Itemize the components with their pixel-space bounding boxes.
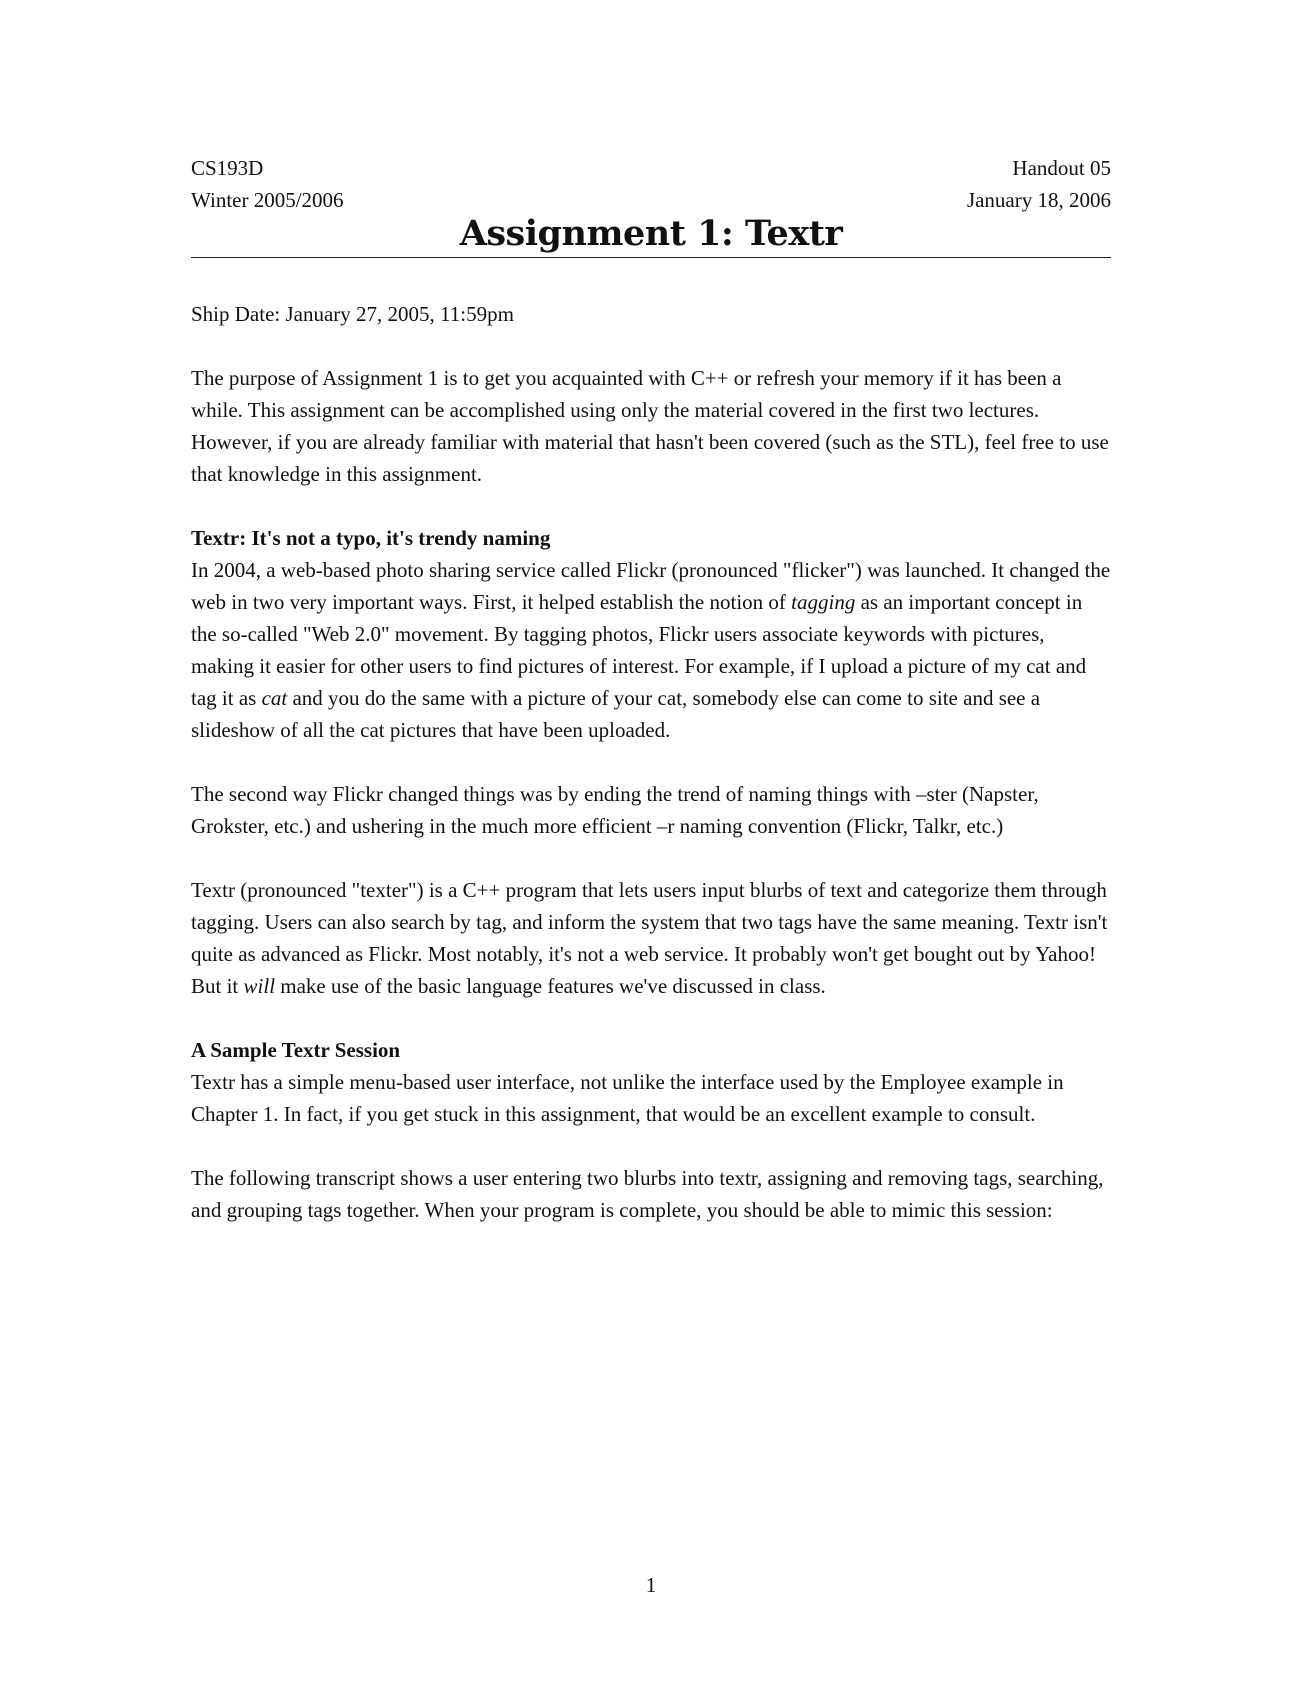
document-body <box>191 298 1111 1226</box>
intro-paragraph: The purpose of Assignment 1 is to get you acquainted with C++ or refresh your memory if it has been a while. This assignment can be accomplished using only the material covered in the first two lectures. However, if you are already familiar with material that hasn't been covered (such as the STL), feel free to use that knowledge in this assignment. <box>191 366 1109 486</box>
title-rule <box>191 257 1111 258</box>
section1-p3-part-a: Textr (pronounced "texter") is a C++ program that lets users input blurbs of text and categorize them through tagging. Users can also search by tag, and inform the system that two tags have the same meaning. Textr isn't quite as advanced as Flickr. Most notably, it's not a web service. It probably won't get bought out by Yahoo! But it <box>191 878 1108 998</box>
section2-paragraph2: The following transcript shows a user entering two blurbs into textr, assigning and removing tags, searching, and grouping tags together. When your program is complete, you should be able to mimic this session: <box>191 1166 1104 1222</box>
document-header <box>191 152 1111 262</box>
section1-paragraph2: The second way Flickr changed things was by ending the trend of naming things with –ster (Napster, Grokster, etc.) and ushering in the much more efficient –r naming convention (Flickr, Talkr, etc.) <box>191 782 1039 838</box>
section2-p1-text: Textr has a simple menu-based user interface, not unlike the interface used by the Employee example in Chapter 1. In fact, if you get stuck in this assignment, that would be an excellent example to consult. <box>191 1070 1064 1126</box>
ship-date: Ship Date: January 27, 2005, 11:59pm <box>191 302 514 326</box>
section2-paragraph1 <box>191 1034 1111 1130</box>
section1-p1-part-a: In 2004, a web-based photo sharing service called Flickr (pronounced "flicker") was launched. It changed the web in two very important ways. First, it helped establish the notion of <box>191 558 1111 614</box>
header-right <box>967 152 1111 216</box>
section1-p1-part-c: and you do the same with a picture of your cat, somebody else can come to site and see a slideshow of all the cat pictures that have been uploaded. <box>191 686 1041 742</box>
term: Winter 2005/2006 <box>191 188 344 212</box>
handout-date: January 18, 2006 <box>966 188 1111 212</box>
cat-emphasis: cat <box>261 686 288 710</box>
section1-heading: Textr: It's not a typo, it's trendy naming <box>191 526 551 550</box>
section1-paragraph3 <box>191 874 1111 1002</box>
section2-heading: A Sample Textr Session <box>191 1038 401 1062</box>
header-left <box>191 152 344 216</box>
tagging-emphasis: tagging <box>791 590 856 614</box>
handout-number: Handout 05 <box>1012 156 1111 180</box>
section1-p1-part-b: as an important concept in the so-called "Web 2.0" movement. By tagging photos, Flickr users associate keywords with pictures, making it easier for other users to find pictures of interest. For example, if I upload a picture of my cat and tag it as <box>191 590 1087 710</box>
will-emphasis: will <box>243 974 276 998</box>
section1-p3-part-b: make use of the basic language features we've discussed in class. <box>275 974 826 998</box>
section1-paragraph1 <box>191 522 1111 746</box>
document-title: Assignment 1: Textr <box>459 213 843 254</box>
course-code: CS193D <box>191 156 264 180</box>
page-number: 1 <box>645 1573 657 1597</box>
document-page <box>191 152 1111 1597</box>
